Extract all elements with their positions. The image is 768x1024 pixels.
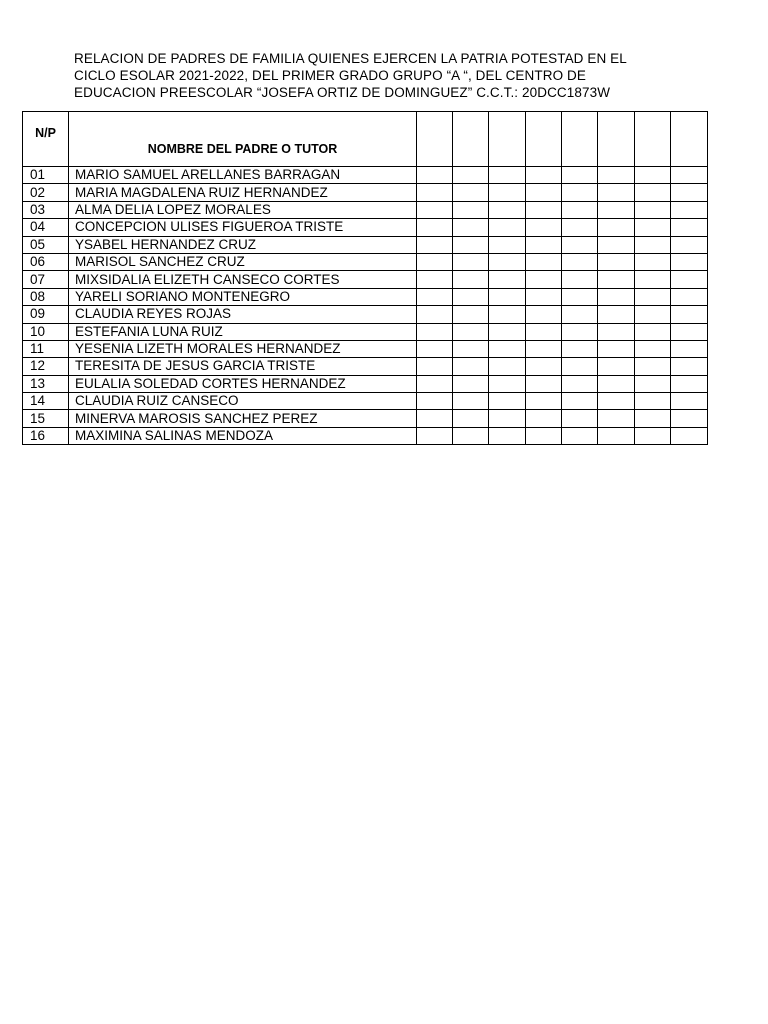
- blank-cell: [671, 184, 708, 201]
- blank-cell: [635, 167, 671, 184]
- blank-cell: [671, 219, 708, 236]
- title-line-2: CICLO ESOLAR 2021-2022, DEL PRIMER GRADO GRUPO “A “, DEL CENTRO DE: [74, 68, 586, 83]
- document-title: [74, 50, 714, 101]
- blank-cell: [417, 410, 453, 427]
- row-number: 02: [23, 184, 69, 201]
- blank-cell: [671, 253, 708, 270]
- blank-cell: [598, 184, 635, 201]
- table-row: [23, 410, 708, 427]
- blank-cell: [453, 253, 489, 270]
- parents-table: [22, 111, 708, 445]
- blank-cell: [671, 201, 708, 218]
- blank-cell: [562, 253, 598, 270]
- blank-cell: [526, 340, 562, 357]
- blank-cell: [453, 393, 489, 410]
- blank-cell: [489, 271, 526, 288]
- row-name: MARIA MAGDALENA RUIZ HERNANDEZ: [69, 184, 417, 201]
- blank-cell: [562, 358, 598, 375]
- blank-cell: [635, 201, 671, 218]
- header-name: NOMBRE DEL PADRE O TUTOR: [69, 112, 417, 167]
- table-row: [23, 184, 708, 201]
- blank-cell: [671, 358, 708, 375]
- row-name: EULALIA SOLEDAD CORTES HERNANDEZ: [69, 375, 417, 392]
- row-name: TERESITA DE JESUS GARCIA TRISTE: [69, 358, 417, 375]
- blank-cell: [417, 358, 453, 375]
- row-name: CLAUDIA REYES ROJAS: [69, 306, 417, 323]
- blank-cell: [671, 288, 708, 305]
- blank-cell: [526, 323, 562, 340]
- blank-cell: [562, 288, 598, 305]
- table-header-row: [23, 112, 708, 167]
- blank-cell: [562, 167, 598, 184]
- blank-cell: [598, 219, 635, 236]
- header-blank: [417, 112, 453, 167]
- blank-cell: [526, 236, 562, 253]
- title-line-1: RELACION DE PADRES DE FAMILIA QUIENES EJERCEN LA PATRIA POTESTAD EN EL: [74, 51, 627, 66]
- blank-cell: [562, 201, 598, 218]
- header-blank: [671, 112, 708, 167]
- blank-cell: [598, 410, 635, 427]
- blank-cell: [489, 253, 526, 270]
- blank-cell: [489, 167, 526, 184]
- row-name: CONCEPCION ULISES FIGUEROA TRISTE: [69, 219, 417, 236]
- row-name: YESENIA LIZETH MORALES HERNANDEZ: [69, 340, 417, 357]
- blank-cell: [562, 219, 598, 236]
- row-name: MAXIMINA SALINAS MENDOZA: [69, 427, 417, 444]
- blank-cell: [526, 219, 562, 236]
- table-row: [23, 306, 708, 323]
- blank-cell: [417, 271, 453, 288]
- blank-cell: [635, 184, 671, 201]
- blank-cell: [671, 271, 708, 288]
- blank-cell: [453, 340, 489, 357]
- blank-cell: [453, 184, 489, 201]
- blank-cell: [417, 340, 453, 357]
- blank-cell: [489, 219, 526, 236]
- blank-cell: [453, 427, 489, 444]
- blank-cell: [417, 306, 453, 323]
- blank-cell: [417, 323, 453, 340]
- table-row: [23, 393, 708, 410]
- blank-cell: [417, 184, 453, 201]
- table-row: [23, 375, 708, 392]
- header-blank: [598, 112, 635, 167]
- header-blank: [526, 112, 562, 167]
- row-number: 08: [23, 288, 69, 305]
- title-line-3: EDUCACION PREESCOLAR “JOSEFA ORTIZ DE DOMINGUEZ” C.C.T.: 20DCC1873W: [74, 85, 611, 100]
- blank-cell: [526, 306, 562, 323]
- blank-cell: [417, 219, 453, 236]
- blank-cell: [453, 271, 489, 288]
- blank-cell: [635, 288, 671, 305]
- row-name: MARIO SAMUEL ARELLANES BARRAGAN: [69, 167, 417, 184]
- row-name: MARISOL SANCHEZ CRUZ: [69, 253, 417, 270]
- row-number: 03: [23, 201, 69, 218]
- blank-cell: [453, 201, 489, 218]
- blank-cell: [635, 410, 671, 427]
- blank-cell: [417, 167, 453, 184]
- blank-cell: [526, 427, 562, 444]
- blank-cell: [417, 288, 453, 305]
- blank-cell: [671, 393, 708, 410]
- blank-cell: [526, 167, 562, 184]
- blank-cell: [598, 393, 635, 410]
- blank-cell: [635, 271, 671, 288]
- blank-cell: [562, 271, 598, 288]
- table-row: [23, 358, 708, 375]
- header-blank: [635, 112, 671, 167]
- table-row: [23, 167, 708, 184]
- blank-cell: [489, 288, 526, 305]
- blank-cell: [635, 340, 671, 357]
- blank-cell: [417, 201, 453, 218]
- row-number: 16: [23, 427, 69, 444]
- blank-cell: [489, 340, 526, 357]
- table-row: [23, 201, 708, 218]
- blank-cell: [635, 323, 671, 340]
- blank-cell: [671, 410, 708, 427]
- row-number: 15: [23, 410, 69, 427]
- blank-cell: [526, 253, 562, 270]
- row-name: MINERVA MAROSIS SANCHEZ PEREZ: [69, 410, 417, 427]
- table-row: [23, 236, 708, 253]
- row-number: 07: [23, 271, 69, 288]
- blank-cell: [635, 306, 671, 323]
- blank-cell: [526, 201, 562, 218]
- blank-cell: [453, 358, 489, 375]
- blank-cell: [453, 375, 489, 392]
- blank-cell: [417, 236, 453, 253]
- blank-cell: [671, 167, 708, 184]
- blank-cell: [671, 306, 708, 323]
- row-name: MIXSIDALIA ELIZETH CANSECO CORTES: [69, 271, 417, 288]
- blank-cell: [671, 323, 708, 340]
- blank-cell: [453, 236, 489, 253]
- blank-cell: [635, 393, 671, 410]
- blank-cell: [453, 288, 489, 305]
- table-row: [23, 219, 708, 236]
- blank-cell: [562, 375, 598, 392]
- blank-cell: [453, 219, 489, 236]
- header-number: N/P: [23, 112, 69, 167]
- blank-cell: [635, 358, 671, 375]
- blank-cell: [489, 358, 526, 375]
- row-number: 05: [23, 236, 69, 253]
- blank-cell: [598, 236, 635, 253]
- blank-cell: [598, 358, 635, 375]
- blank-cell: [562, 323, 598, 340]
- blank-cell: [598, 306, 635, 323]
- blank-cell: [526, 271, 562, 288]
- blank-cell: [671, 340, 708, 357]
- header-blank: [453, 112, 489, 167]
- blank-cell: [562, 236, 598, 253]
- blank-cell: [489, 375, 526, 392]
- row-number: 11: [23, 340, 69, 357]
- blank-cell: [635, 427, 671, 444]
- blank-cell: [635, 219, 671, 236]
- header-blank: [489, 112, 526, 167]
- row-number: 06: [23, 253, 69, 270]
- blank-cell: [526, 375, 562, 392]
- blank-cell: [598, 253, 635, 270]
- blank-cell: [453, 167, 489, 184]
- row-name: ESTEFANIA LUNA RUIZ: [69, 323, 417, 340]
- blank-cell: [671, 236, 708, 253]
- blank-cell: [526, 288, 562, 305]
- blank-cell: [598, 201, 635, 218]
- blank-cell: [489, 306, 526, 323]
- row-name: ALMA DELIA LOPEZ MORALES: [69, 201, 417, 218]
- blank-cell: [417, 427, 453, 444]
- table-row: [23, 288, 708, 305]
- table-row: [23, 427, 708, 444]
- blank-cell: [417, 253, 453, 270]
- table-body: [23, 167, 708, 445]
- blank-cell: [598, 340, 635, 357]
- blank-cell: [598, 167, 635, 184]
- blank-cell: [562, 340, 598, 357]
- blank-cell: [453, 410, 489, 427]
- row-number: 12: [23, 358, 69, 375]
- blank-cell: [489, 393, 526, 410]
- blank-cell: [562, 184, 598, 201]
- blank-cell: [489, 410, 526, 427]
- blank-cell: [598, 271, 635, 288]
- table-row: [23, 340, 708, 357]
- row-number: 04: [23, 219, 69, 236]
- row-number: 14: [23, 393, 69, 410]
- blank-cell: [562, 427, 598, 444]
- table-row: [23, 323, 708, 340]
- row-number: 13: [23, 375, 69, 392]
- blank-cell: [562, 393, 598, 410]
- row-name: YARELI SORIANO MONTENEGRO: [69, 288, 417, 305]
- blank-cell: [417, 375, 453, 392]
- blank-cell: [635, 375, 671, 392]
- blank-cell: [453, 306, 489, 323]
- blank-cell: [526, 410, 562, 427]
- row-name: YSABEL HERNANDEZ CRUZ: [69, 236, 417, 253]
- blank-cell: [489, 236, 526, 253]
- blank-cell: [489, 323, 526, 340]
- blank-cell: [562, 410, 598, 427]
- blank-cell: [417, 393, 453, 410]
- blank-cell: [635, 236, 671, 253]
- table-row: [23, 271, 708, 288]
- blank-cell: [562, 306, 598, 323]
- blank-cell: [598, 375, 635, 392]
- blank-cell: [598, 427, 635, 444]
- blank-cell: [489, 184, 526, 201]
- row-number: 01: [23, 167, 69, 184]
- blank-cell: [489, 201, 526, 218]
- blank-cell: [598, 323, 635, 340]
- table-row: [23, 253, 708, 270]
- blank-cell: [671, 427, 708, 444]
- row-number: 10: [23, 323, 69, 340]
- header-blank: [562, 112, 598, 167]
- blank-cell: [489, 427, 526, 444]
- blank-cell: [453, 323, 489, 340]
- blank-cell: [598, 288, 635, 305]
- blank-cell: [526, 184, 562, 201]
- blank-cell: [635, 253, 671, 270]
- blank-cell: [526, 393, 562, 410]
- row-name: CLAUDIA RUIZ CANSECO: [69, 393, 417, 410]
- blank-cell: [526, 358, 562, 375]
- row-number: 09: [23, 306, 69, 323]
- blank-cell: [671, 375, 708, 392]
